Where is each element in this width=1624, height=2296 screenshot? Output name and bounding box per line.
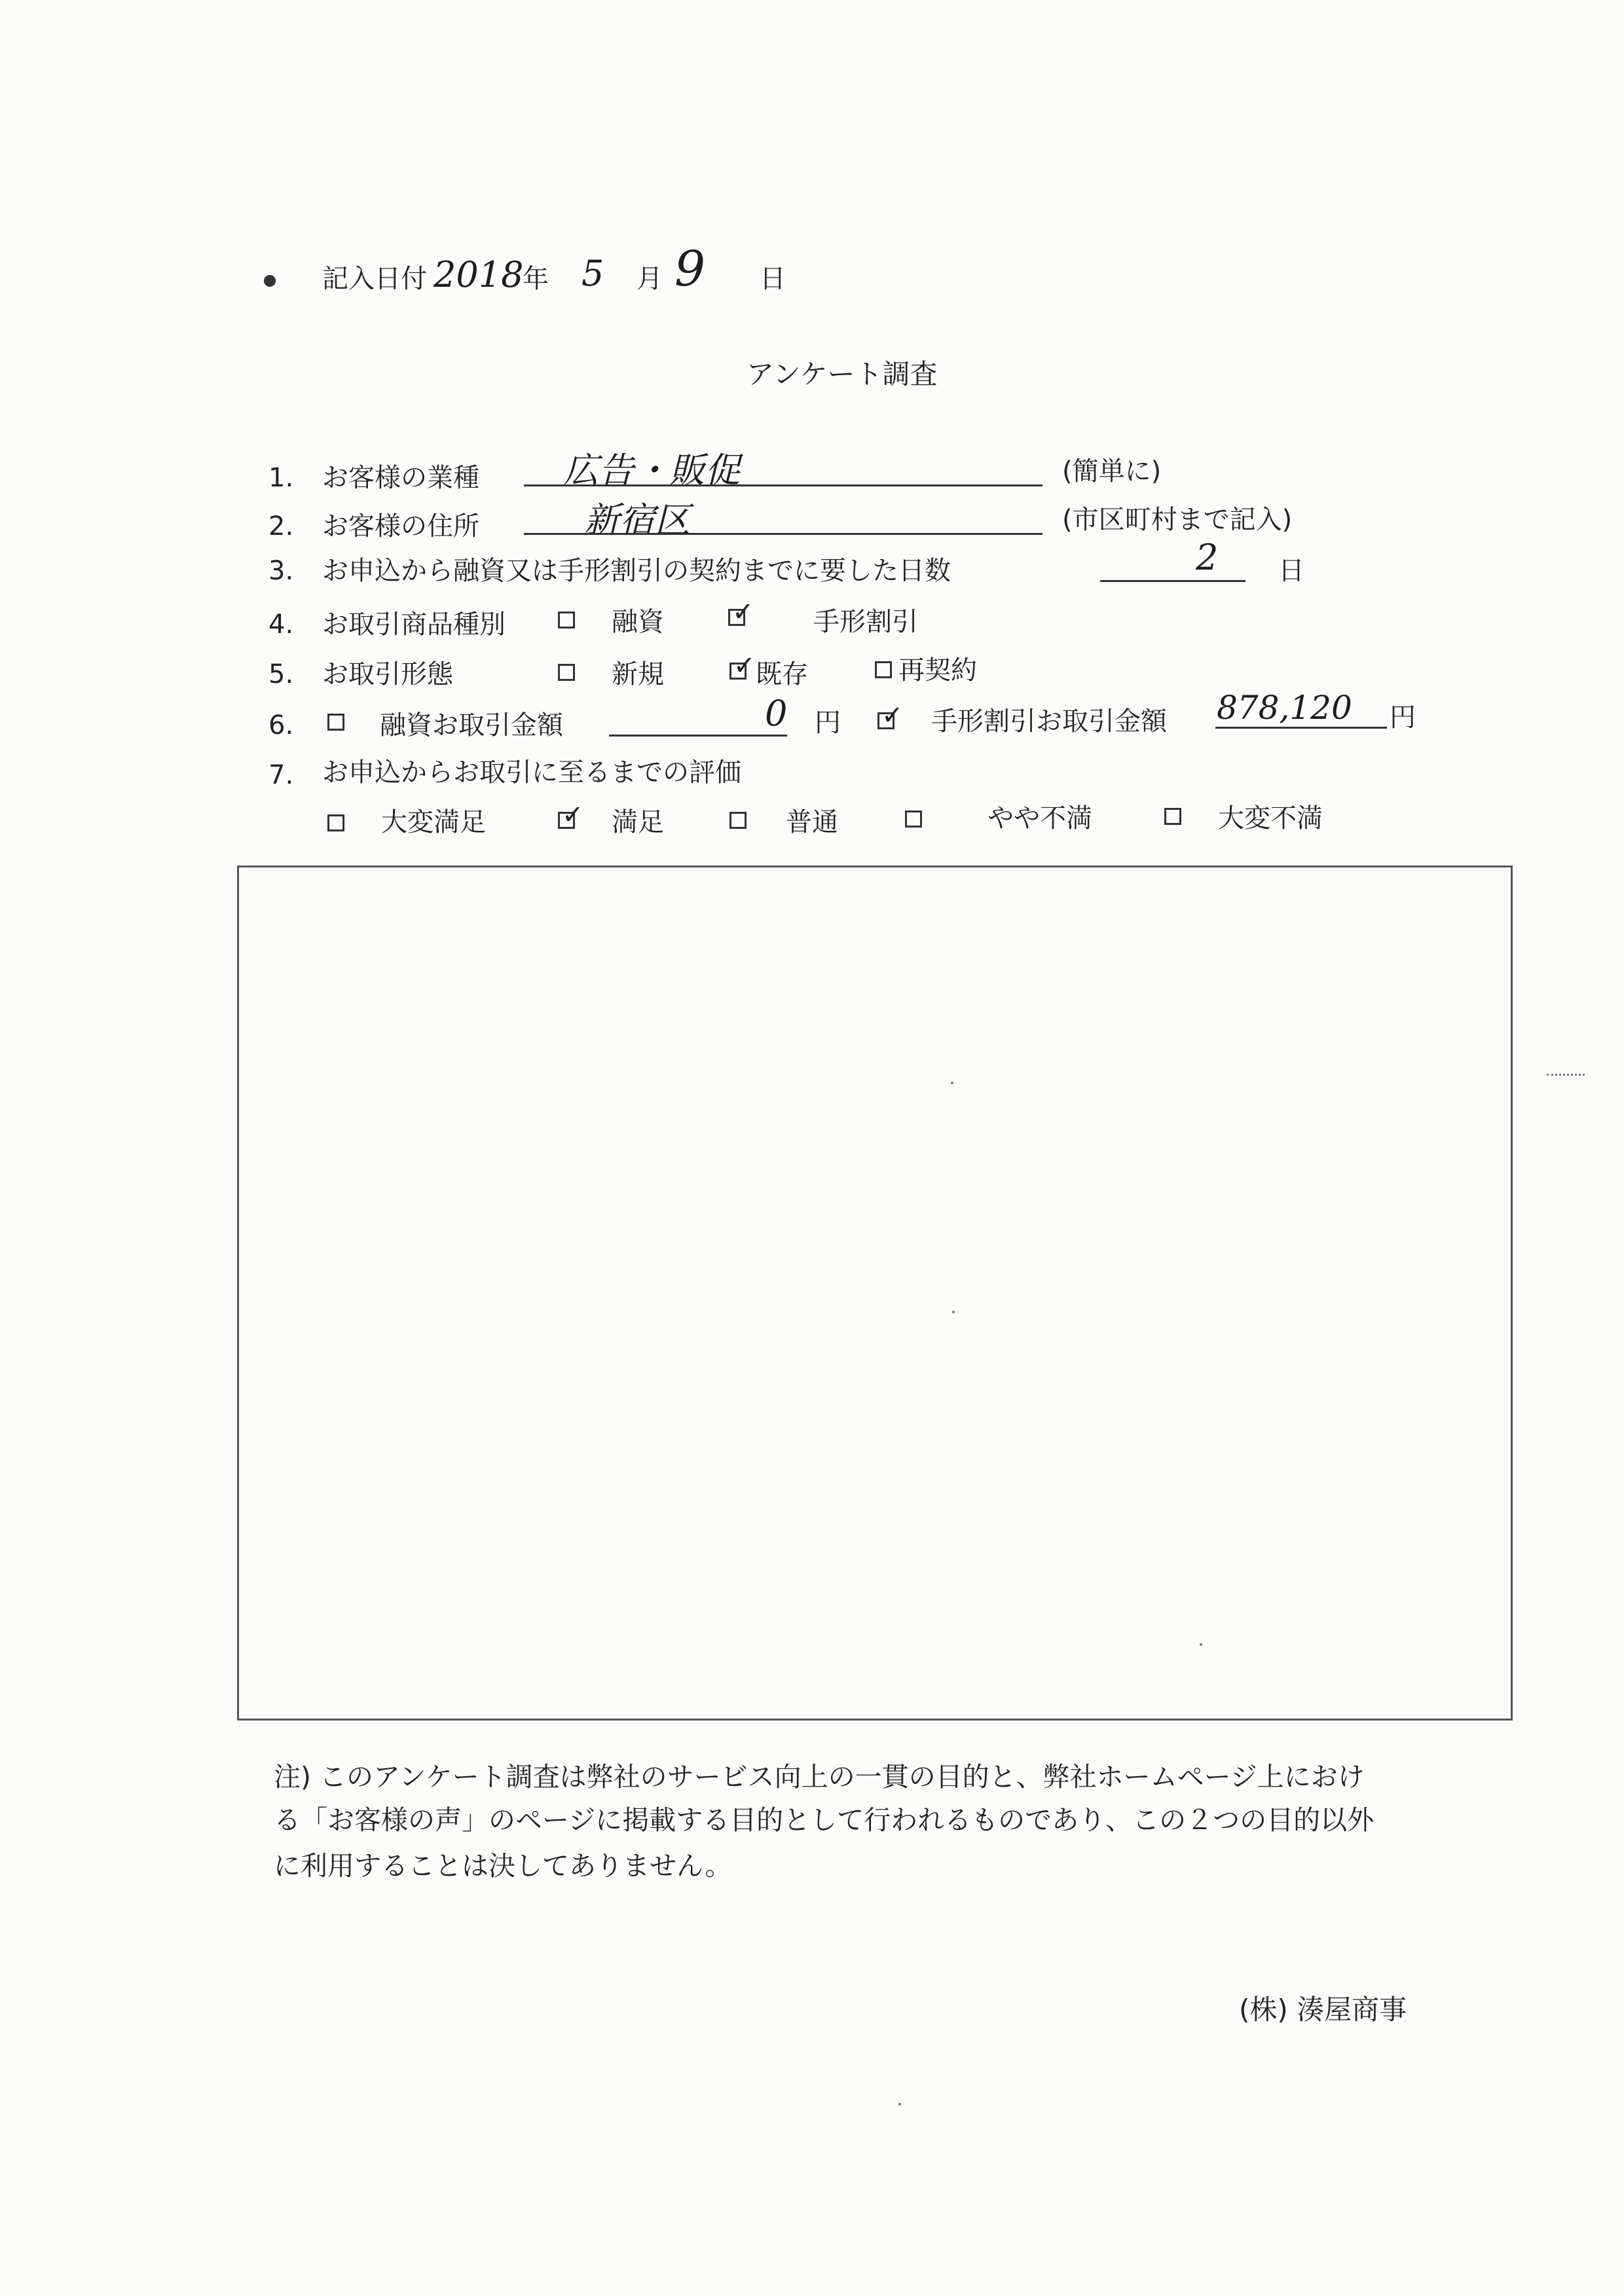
q1-answer: 広告・販促 [563,450,740,491]
q7-number: 7. [268,760,294,790]
checkmark-icon: ✓ [562,800,584,830]
company-name: (株) 湊屋商事 [1239,1994,1407,2026]
q6-loan-underline [609,735,787,737]
q1-label: お客様の業種 [322,463,479,493]
q4-option-loan-label: 融資 [612,607,664,637]
q3-label: お申込から融資又は手形割引の契約までに要した日数 [322,556,951,586]
q2-answer: 新宿区 [584,500,690,541]
q2-label: お客様の住所 [322,511,479,541]
date-year-unit: 年 [523,264,549,294]
date-label: 記入日付 [322,264,427,294]
q6-loan-amount: 0 [765,693,788,734]
q5-checkbox-existing[interactable] [729,651,756,681]
q1-underline [524,484,1043,486]
note-line-2: る「お客様の声」のページに掲載する目的として行われるものであり、この２つの目的以外 [274,1804,1375,1836]
checkmark-icon: ✓ [881,701,904,731]
q4-checkbox-bill[interactable] [728,597,754,627]
page-title: アンケート調査 [747,358,938,390]
checkmark-icon: ✓ [732,597,754,627]
q2-number: 2. [268,511,294,541]
q6-number: 6. [268,710,294,740]
q3-number: 3. [268,556,294,586]
q1-number: 1. [268,463,294,493]
q6-checkbox-bill[interactable] [877,701,904,731]
q3-underline [1100,580,1246,582]
date-month: 5 [581,253,604,294]
q7-option-very-satisfied-label: 大変満足 [381,807,486,837]
q7-checkbox-normal[interactable] [729,812,747,829]
q4-number: 4. [268,610,294,640]
bullet-mark [264,275,276,287]
q7-checkbox-very-dissatisfied[interactable] [1164,808,1181,825]
q7-option-very-dissatisfied-label: 大変不満 [1218,803,1323,833]
note-line-1: 注) このアンケート調査は弊社のサービス向上の一貫の目的と、弊社ホームページ上におけ [274,1761,1365,1793]
scan-speck [1200,1643,1202,1646]
q3-unit: 日 [1278,556,1304,586]
q5-checkbox-recontract[interactable] [875,661,892,678]
q7-option-somewhat-dissatisfied-label: やや不満 [987,803,1092,833]
q5-label: お取引形態 [322,659,453,689]
q5-option-new-label: 新規 [612,659,664,689]
checkmark-icon: ✓ [733,651,756,681]
scan-speck [952,1311,955,1313]
q7-option-satisfied-label: 満足 [612,807,664,837]
q7-checkbox-somewhat-dissatisfied[interactable] [905,811,922,828]
q6-bill-amount: 878,120 [1217,689,1352,727]
q5-checkbox-new[interactable] [558,664,575,681]
q5-option-existing-label: 既存 [756,659,808,689]
q4-option-bill-label: 手形割引 [813,607,918,637]
comment-box[interactable] [237,866,1513,1721]
q6-checkbox-loan[interactable] [327,714,344,731]
q1-note: (簡単に) [1062,456,1162,486]
q6-bill-label: 手形割引お取引金額 [931,706,1167,737]
date-day: 9 [674,241,706,297]
q3-answer: 2 [1196,537,1219,578]
scan-speck [898,2103,901,2105]
q7-option-normal-label: 普通 [786,807,838,837]
q7-checkbox-very-satisfied[interactable] [327,814,344,831]
q4-checkbox-loan[interactable] [558,611,575,629]
date-year: 2018 [434,254,524,295]
q4-label: お取引商品種別 [322,610,506,640]
date-month-unit: 月 [637,264,663,294]
q2-note: (市区町村まで記入) [1062,505,1293,535]
q2-underline [524,533,1043,535]
q6-loan-unit: 円 [815,708,841,738]
date-day-unit: 日 [760,264,786,294]
q5-number: 5. [268,659,294,689]
q6-loan-label: 融資お取引金額 [380,710,563,740]
q6-bill-unit: 円 [1390,702,1416,733]
scan-mark [1547,1074,1585,1076]
q7-checkbox-satisfied[interactable] [558,800,584,830]
q5-option-recontract-label: 再契約 [898,655,977,685]
note-line-3: に利用することは決してありません。 [274,1850,732,1882]
q6-bill-underline [1215,727,1387,729]
scan-speck [951,1082,953,1084]
q7-label: お申込からお取引に至るまでの評価 [322,757,741,788]
